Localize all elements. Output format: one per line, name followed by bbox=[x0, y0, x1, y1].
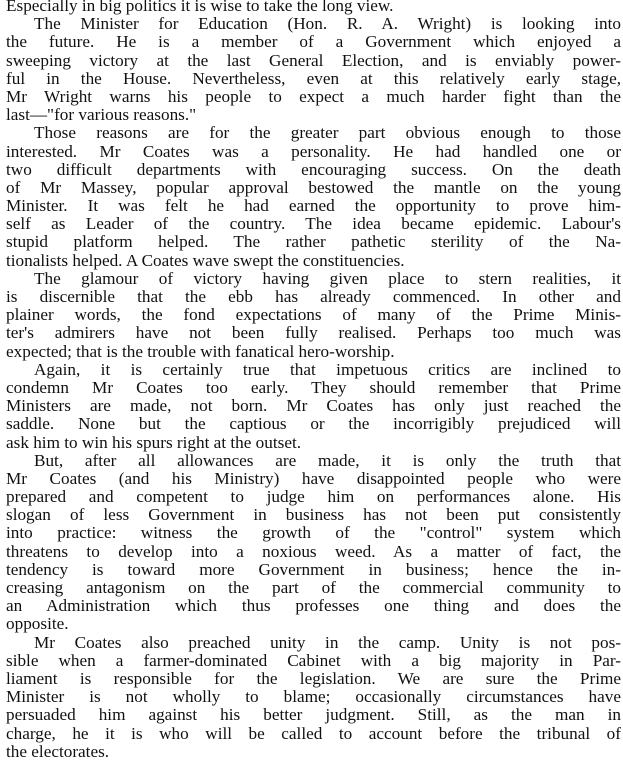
paragraph-minister-for-education bbox=[6, 15, 621, 124]
text-line: opposite. bbox=[6, 615, 69, 634]
text-line: persuaded him against his better judgment. Still, as the man in bbox=[6, 706, 621, 725]
text-line: Mr Coates also preached unity in the camp. Unity is not pos- bbox=[34, 633, 621, 652]
text-line: threatens to develop into a noxious weed. As a matter of fact, the bbox=[6, 542, 621, 561]
text-line: plainer words, the fond expectations of many of the Prime Minis- bbox=[6, 306, 621, 325]
text-line: saddle. None but the captious or the incorrigibly prejudiced will bbox=[6, 415, 621, 434]
text-line: Minister. It was felt he had earned the opportunity to prove him- bbox=[6, 197, 621, 216]
text-line: But, after all allowances are made, it is only the truth that bbox=[34, 451, 621, 470]
text-line: sible when a farmer-dominated Cabinet with a big majority in Par- bbox=[6, 651, 621, 670]
text-line: tendency is toward more Government in business; hence the in- bbox=[6, 560, 621, 579]
text-line: stupid platform helped. The rather pathetic sterility of the Na- bbox=[6, 233, 621, 252]
text-line: The Minister for Education (Hon. R. A. Wright) is looking into bbox=[34, 15, 621, 34]
text-line: Mr Wright warns his people to expect a much harder fight than the bbox=[6, 87, 621, 106]
text-line: slogan of less Government in business has not been put consistently bbox=[6, 506, 621, 525]
paragraph-those-reasons bbox=[6, 124, 621, 270]
text-line: self as Leader of the country. The idea became epidemic. Labour's bbox=[6, 215, 621, 234]
text-line: the electorates. bbox=[6, 742, 110, 761]
text-line: of Mr Massey, popular approval bestowed the mantle on the young bbox=[6, 178, 621, 197]
text-line: two difficult departments with encouraging success. On the death bbox=[6, 160, 621, 179]
text-line: creasing antagonism on the part of the commercial community to bbox=[6, 579, 621, 597]
text-line: Especially in big politics it is wise to take the long view. bbox=[6, 0, 394, 15]
paragraph-long-view bbox=[6, 0, 621, 15]
text-line: is discernible that the ebb has already commenced. In other and bbox=[6, 288, 621, 306]
paragraph-glamour-of-victory bbox=[6, 270, 621, 361]
article-column bbox=[6, 0, 621, 761]
paragraph-allowances bbox=[6, 452, 621, 634]
text-line: sweeping victory at the last General Election, and is enviably power- bbox=[6, 51, 621, 70]
text-line: interested. Mr Coates was a personality. He had handled one or bbox=[6, 142, 621, 161]
text-line: into practice: witness the growth of the "control" system which bbox=[6, 524, 621, 543]
text-line: prepared and competent to judge him on performances alone. His bbox=[6, 488, 621, 507]
text-line: Again, it is certainly true that impetuous critics are inclined to bbox=[34, 360, 621, 379]
text-line: liament is responsible for the legislation. We are sure the Prime bbox=[6, 669, 621, 688]
text-line: Ministers are made, not born. Mr Coates has only just reached the bbox=[6, 397, 621, 416]
text-line: expected; that is the trouble with fanatical hero-worship. bbox=[6, 342, 395, 361]
paragraph-unity-in-the-camp bbox=[6, 634, 621, 761]
text-line: tionalists helped. A Coates wave swept the constituencies. bbox=[6, 251, 405, 270]
text-line: ter's admirers have not been fully realised. Perhaps too much was bbox=[6, 324, 621, 343]
text-line: the future. He is a member of a Government which enjoyed a bbox=[6, 33, 621, 52]
text-line: an Administration which thus professes one thing and does the bbox=[6, 597, 621, 616]
text-line: ask him to win his spurs right at the outset. bbox=[6, 433, 302, 452]
text-line: Those reasons are for the greater part obvious enough to those bbox=[34, 124, 621, 143]
text-line: Minister is not wholly to blame; occasionally circumstances have bbox=[6, 688, 621, 707]
text-line: condemn Mr Coates too early. They should remember that Prime bbox=[6, 378, 621, 397]
text-line: charge, he it is who will be called to account before the tribunal of bbox=[6, 724, 621, 743]
text-line: The glamour of victory having given place to stern realities, it bbox=[34, 269, 621, 288]
text-line: last—"for various reasons." bbox=[6, 106, 197, 125]
paragraph-impetuous-critics bbox=[6, 361, 621, 452]
text-line: ful in the House. Nevertheless, even at this relatively early stage, bbox=[6, 69, 621, 88]
text-line: Mr Coates (and his Ministry) have disappointed people who were bbox=[6, 469, 621, 488]
